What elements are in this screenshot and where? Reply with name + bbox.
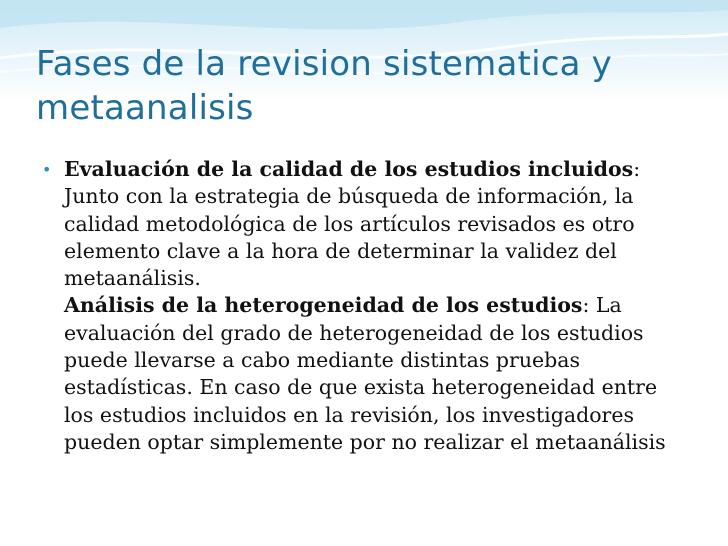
slide-body: [42, 156, 682, 456]
continuation-paragraph: [42, 292, 682, 456]
point2-heading: Análisis de la heterogeneidad de los estudios: [64, 293, 583, 318]
point1-heading: Evaluación de la calidad de los estudios incluidos: [64, 157, 634, 181]
bullet-paragraph: [42, 156, 682, 292]
slide-title: Fases de la revision sistematica y metaanalisis: [36, 44, 612, 128]
point1-text: : Junto con la estrategia de búsqueda de información, la calidad metodológica de los artículos revisados es otro elemento clave a la hora de determinar la validez del metaanálisis.: [64, 157, 641, 291]
bullet-icon: •: [42, 160, 52, 179]
point2-text: : La evaluación del grado de heterogeneidad de los estudios puede llevarse a cabo mediante distintas pruebas estadísticas. En caso de que exista heterogeneidad entre los estudios incluidos en la revisión, los investigadores pueden optar simplemente por no realizar el metaanálisis: [64, 293, 666, 454]
